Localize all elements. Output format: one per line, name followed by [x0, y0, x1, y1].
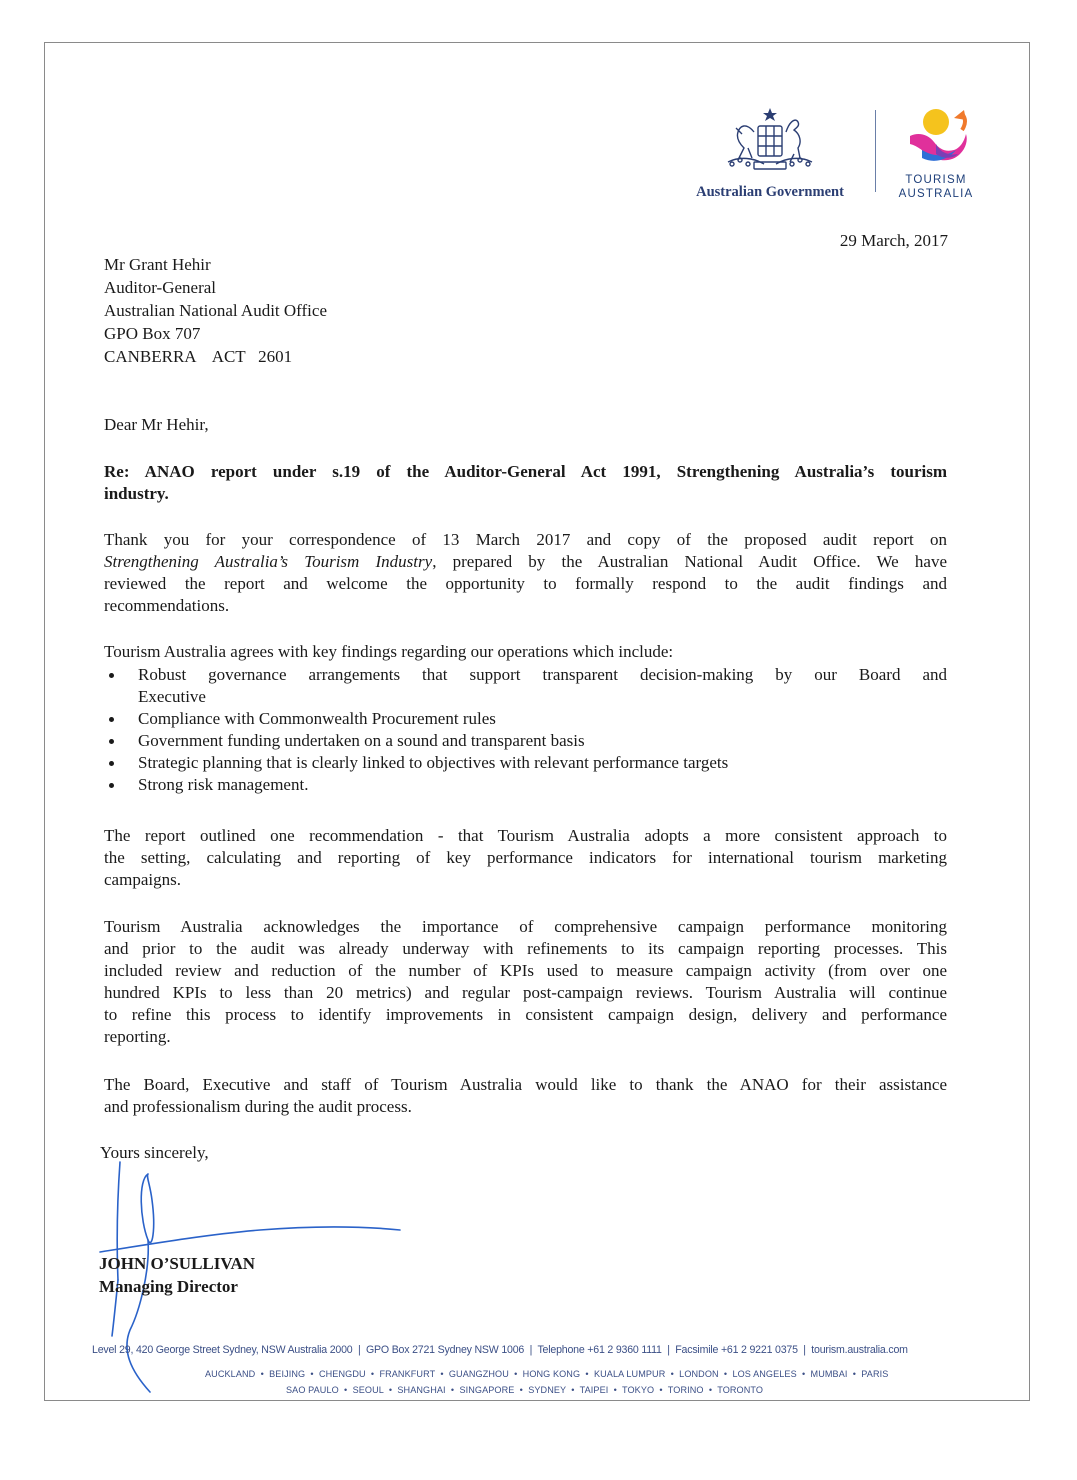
paragraph-recommendation	[104, 825, 947, 891]
finding-2: Compliance with Commonwealth Procurement rules	[138, 709, 496, 728]
paragraph-ack-line-6: reporting.	[104, 1027, 171, 1046]
findings-list	[104, 664, 947, 796]
tourism-word: TOURISM	[905, 174, 967, 186]
list-item	[104, 774, 947, 796]
australia-word: AUSTRALIA	[898, 188, 974, 200]
paragraph-thanks-line-2: and professionalism during the audit process.	[104, 1097, 412, 1116]
paragraph-recommendation-line-3: campaigns.	[104, 870, 181, 889]
paragraph-ack-line-1: Tourism Australia acknowledges the importance of comprehensive campaign performance monitoring	[104, 917, 947, 936]
report-title: Strengthening Australia’s Tourism Industry	[104, 552, 433, 571]
bullet-icon	[109, 739, 114, 744]
finding-1-line-2: Executive	[138, 687, 206, 706]
paragraph-ack-line-3: included review and reduction of the number of KPIs used to measure campaign activity (from over one	[104, 961, 947, 980]
letterhead-logos	[682, 104, 982, 200]
findings-intro: Tourism Australia agrees with key findings regarding our operations which include:	[104, 642, 674, 661]
bullet-icon	[109, 717, 114, 722]
letter-date: 29 March, 2017	[839, 231, 948, 250]
paragraph-thanks	[104, 1074, 947, 1118]
paragraph-recommendation-line-2: the setting, calculating and reporting of key performance indicators for international tourism marketing	[104, 848, 947, 867]
footer-offices-line-2: SAO PAULO • SEOUL • SHANGHAI • SINGAPORE • SYDNEY • TAIPEI • TOKYO • TORINO • TORONTO	[286, 1385, 764, 1395]
paragraph-thanks-line-1: The Board, Executive and staff of Tourism Australia would like to thank the ANAO for their assistance	[104, 1075, 947, 1094]
paragraph-acknowledgement	[104, 916, 947, 1048]
footer-offices-line-1: AUCKLAND • BEIJING • CHENGDU • FRANKFURT • GUANGZHOU • HONG KONG • KUALA LUMPUR • LONDON • LOS ANGELES • MUMBAI • PARIS	[205, 1369, 889, 1379]
list-item	[104, 752, 947, 774]
paragraph-recommendation-line-1: The report outlined one recommendation - that Tourism Australia adopts a more consistent approach to	[104, 826, 947, 845]
salutation: Dear Mr Hehir,	[104, 415, 209, 434]
bullet-icon	[109, 783, 114, 788]
recipient-name: Mr Grant Hehir	[104, 255, 211, 274]
paragraph-intro-line-2-rest: , prepared by the Australian National Audit Office. We have	[432, 552, 947, 571]
finding-3: Government funding undertaken on a sound and transparent basis	[138, 731, 585, 750]
subject-line-1: Re: ANAO report under s.19 of the Auditor-General Act 1991, Strengthening Australia’s tourism	[104, 462, 947, 481]
list-item	[104, 664, 947, 708]
recipient-city: CANBERRA ACT 2601	[104, 347, 293, 366]
logo-divider	[875, 110, 876, 192]
signatory-title: Managing Director	[99, 1277, 238, 1296]
paragraph-intro-line-3: reviewed the report and welcome the opportunity to formally respond to the audit findings and	[104, 574, 947, 593]
subject-line-2: industry.	[104, 484, 169, 503]
finding-4: Strategic planning that is clearly linked to objectives with relevant performance targets	[138, 753, 729, 772]
government-label: Australian Government	[696, 184, 844, 200]
closing: Yours sincerely,	[100, 1143, 209, 1162]
list-item	[104, 730, 947, 752]
coat-of-arms-icon	[682, 104, 858, 182]
tourism-australia-kangaroo-logo-icon	[896, 106, 976, 172]
finding-5: Strong risk management.	[138, 775, 309, 794]
bullet-icon	[109, 761, 114, 766]
paragraph-ack-line-2: and prior to the audit was already underway with refinements to its campaign reporting processes. This	[104, 939, 947, 958]
subject-line	[104, 461, 947, 505]
paragraph-intro-line-2	[104, 551, 947, 573]
recipient-title: Auditor-General	[104, 278, 217, 297]
finding-1-line-1: Robust governance arrangements that support transparent decision-making by our Board and	[138, 665, 947, 684]
paragraph-intro	[104, 529, 947, 617]
recipient-po-box: GPO Box 707	[104, 324, 201, 343]
paragraph-ack-line-4: hundred KPIs to less than 20 metrics) and regular post-campaign reviews. Tourism Australia will continue	[104, 983, 947, 1002]
signatory-name: JOHN O’SULLIVAN	[99, 1254, 256, 1273]
paragraph-intro-line-1: Thank you for your correspondence of 13 March 2017 and copy of the proposed audit report on	[104, 530, 947, 549]
recipient-organisation: Australian National Audit Office	[104, 301, 327, 320]
bullet-icon	[109, 673, 114, 678]
paragraph-intro-line-4: recommendations.	[104, 596, 230, 615]
footer-address: Level 29, 420 George Street Sydney, NSW Australia 2000 | GPO Box 2721 Sydney NSW 1006 | Telephone +61 2 9360 1111 | Facsimile +61 2 9221 0375 | tourism.australia.com	[92, 1344, 908, 1356]
paragraph-ack-line-5: to refine this process to identify improvements in consistent campaign design, delivery and performance	[104, 1005, 947, 1024]
list-item	[104, 708, 947, 730]
